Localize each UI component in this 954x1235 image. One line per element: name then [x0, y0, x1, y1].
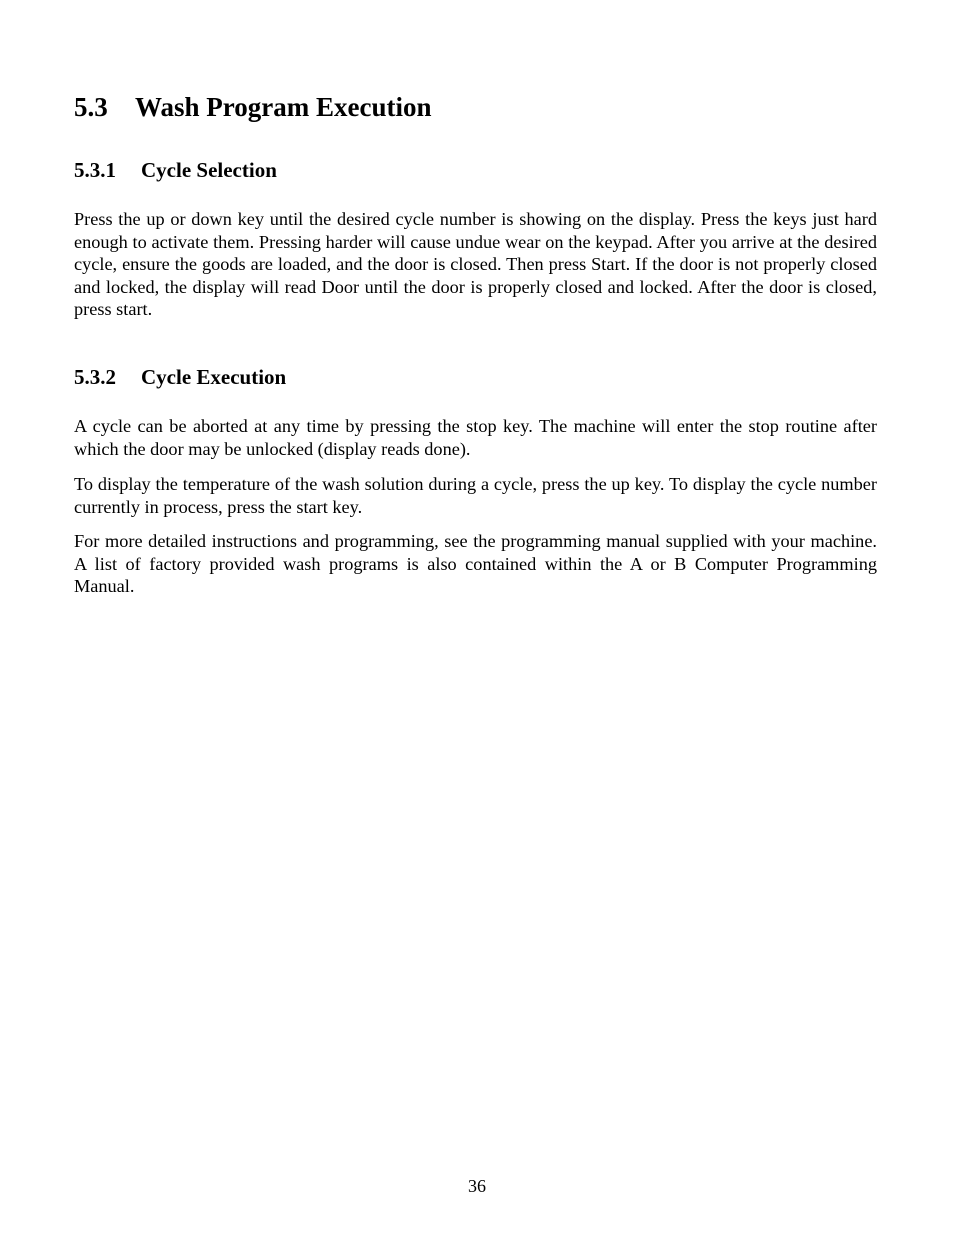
section-heading — [74, 89, 432, 125]
paragraph-abort-cycle: A cycle can be aborted at any time by pressing the stop key. The machine will enter the stop routine after which the door may be unlocked (display reads done). — [74, 416, 877, 459]
subsection-number: 5.3.2 — [74, 365, 116, 389]
paragraph-display-temperature: To display the temperature of the wash solution during a cycle, press the up key. To display the cycle number currently in process, press the start key. — [74, 474, 877, 517]
paragraph-cycle-selection: Press the up or down key until the desired cycle number is showing on the display. Press the keys just hard enough to activate them. Pressing harder will cause undue wear on the keypad. After you arrive at the desired cycle, ensure the goods are loaded, and the door is closed. Then press Start. If the door is not properly closed and locked, the display will read Door until the door is properly closed and locked. After the door is closed, press start. — [74, 209, 877, 320]
paragraph-more-instructions: For more detailed instructions and programming, see the programming manual supplied with your machine. A list of factory provided wash programs is also contained within the A or B Computer Programming Manual. — [74, 531, 877, 597]
subsection-number: 5.3.1 — [74, 158, 116, 182]
section-title: Wash Program Execution — [135, 92, 432, 122]
subsection-title: Cycle Execution — [141, 365, 287, 389]
subsection-heading-cycle-execution — [74, 363, 286, 391]
subsection-title: Cycle Selection — [141, 158, 277, 182]
subsection-heading-cycle-selection — [74, 156, 277, 184]
section-number: 5.3 — [74, 92, 108, 122]
page-number: 36 — [468, 1176, 486, 1196]
